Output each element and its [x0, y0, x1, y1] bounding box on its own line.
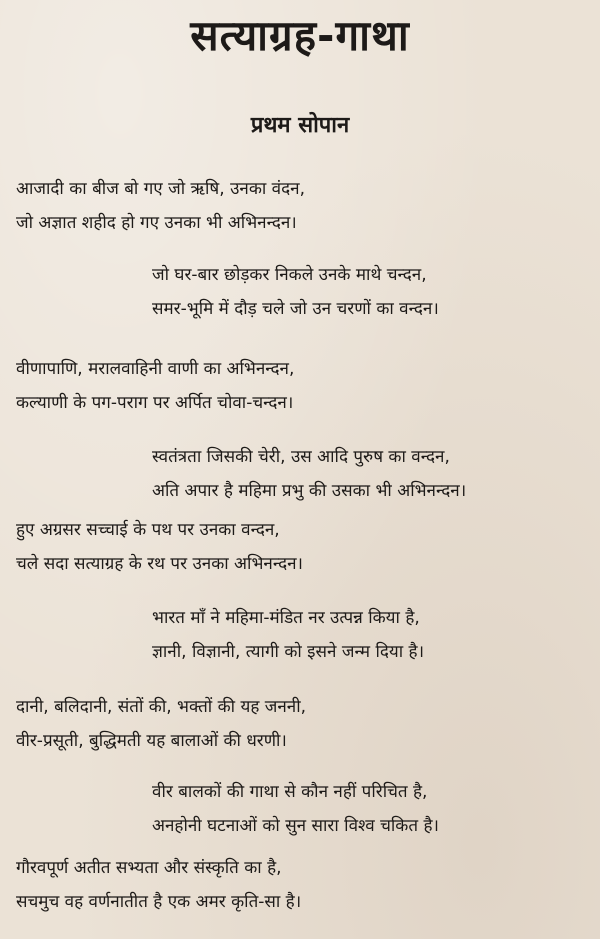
verse-line: दानी, बलिदानी, संतों की, भक्तों की यह जननी, [16, 697, 307, 717]
verse-line: वीणापाणि, मरालवाहिनी वाणी का अभिनन्दन, [16, 359, 295, 379]
verse-line: चले सदा सत्याग्रह के रथ पर उनका अभिनन्दन। [16, 554, 303, 574]
page-title: सत्याग्रह-गाथा [190, 11, 410, 60]
stanza-4 [152, 440, 466, 508]
verse-line: स्वतंत्रता जिसकी चेरी, उस आदि पुरुष का वन्दन, [152, 447, 450, 467]
verse-line: सचमुच वह वर्णनातीत है एक अमर कृति-सा है। [16, 892, 302, 912]
stanza-5 [16, 513, 303, 581]
verse-line: जो अज्ञात शहीद हो गए उनका भी अभिनन्दन। [16, 213, 297, 233]
stanza-9 [16, 851, 301, 919]
verse-line: भारत माँ ने महिमा-मंडित नर उत्पन्न किया है, [152, 608, 420, 628]
verse-line: गौरवपूर्ण अतीत सभ्यता और संस्कृति का है, [16, 858, 282, 878]
verse-line: वीर बालकों की गाथा से कौन नहीं परिचित है, [152, 782, 428, 802]
verse-line: अति अपार है महिमा प्रभु की उसका भी अभिनन्दन। [152, 481, 467, 501]
verse-line: आजादी का बीज बो गए जो ऋषि, उनका वंदन, [16, 179, 305, 199]
stanza-7 [16, 690, 306, 758]
verse-line: अनहोनी घटनाओं को सुन सारा विश्व चकित है। [152, 816, 439, 836]
verse-line: हुए अग्रसर सच्चाई के पथ पर उनका वन्दन, [16, 520, 280, 540]
verse-line: कल्याणी के पग-पराग पर अर्पित चोवा-चन्दन। [16, 393, 294, 413]
section-subtitle: प्रथम सोपान [250, 113, 350, 138]
stanza-8 [152, 775, 439, 843]
verse-line: वीर-प्रसूती, बुद्धिमती यह बालाओं की धरणी। [16, 731, 287, 751]
verse-line: समर-भूमि में दौड़ चले जो उन चरणों का वन्दन। [152, 299, 439, 319]
verse-line: ज्ञानी, विज्ञानी, त्यागी को इसने जन्म दिया है। [152, 642, 425, 662]
stanza-6 [152, 601, 424, 669]
stanza-3 [16, 352, 294, 420]
stanza-1 [16, 172, 305, 240]
verse-line: जो घर-बार छोड़कर निकले उनके माथे चन्दन, [152, 265, 427, 285]
stanza-2 [152, 258, 439, 326]
